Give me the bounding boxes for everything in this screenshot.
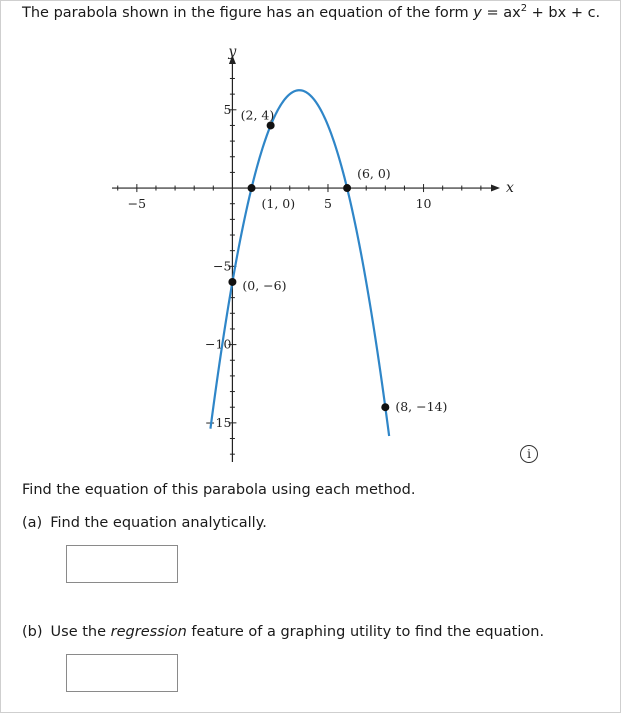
x-axis-arrow [491, 185, 500, 192]
point-label-6-0: (6, 0) [357, 166, 391, 182]
point-label-1-0: (1, 0) [261, 196, 296, 212]
point-8-neg14 [381, 403, 389, 411]
x-axis-label: x [506, 180, 514, 197]
point-label-8-neg14: (8, −14) [395, 399, 448, 415]
y-axis-label: y [228, 44, 237, 60]
parabola-curve [210, 90, 389, 436]
point-2-4 [267, 121, 275, 129]
part-b-regression: regression [110, 624, 187, 640]
y-tick-label-neg5: −5 [212, 258, 232, 274]
axis-ticks [118, 63, 481, 454]
part-b-label: (b) [22, 624, 43, 640]
y-tick-label-neg10: −10 [205, 336, 232, 352]
point-label-2-4: (2, 4) [240, 107, 275, 123]
prompt-text: The parabola shown in the figure has an equation of the form [22, 5, 474, 21]
part-b-prompt [22, 624, 544, 640]
part-a-prompt [22, 515, 267, 531]
y-tick-label-5: 5 [223, 101, 232, 117]
equation-suffix: + bx + c. [527, 5, 601, 21]
answer-b-input[interactable] [66, 654, 178, 692]
point-label-0-neg6: (0, −6) [242, 277, 287, 293]
info-icon[interactable]: i [520, 445, 538, 463]
x-tick-label-5: 5 [324, 196, 332, 212]
point-6-0 [343, 184, 351, 192]
point-1-0 [248, 184, 256, 192]
point-0-neg6 [228, 278, 236, 286]
equation-mid: = ax [481, 5, 521, 21]
x-tick-label-10: 10 [415, 196, 432, 212]
x-tick-label-neg5: −5 [127, 196, 147, 212]
equation-exponent: 2 [520, 3, 528, 15]
y-tick-label-neg15: −15 [205, 414, 232, 430]
part-b-text-before: Use the [50, 624, 111, 640]
answer-a-input[interactable] [66, 545, 178, 583]
part-b-text-after: feature of a graphing utility to find the equation. [186, 624, 545, 640]
part-a-text: Find the equation analytically. [50, 515, 267, 531]
instruction-text: Find the equation of this parabola using each method. [22, 482, 416, 498]
part-a-label: (a) [22, 515, 43, 531]
equation-y: y [473, 5, 482, 21]
